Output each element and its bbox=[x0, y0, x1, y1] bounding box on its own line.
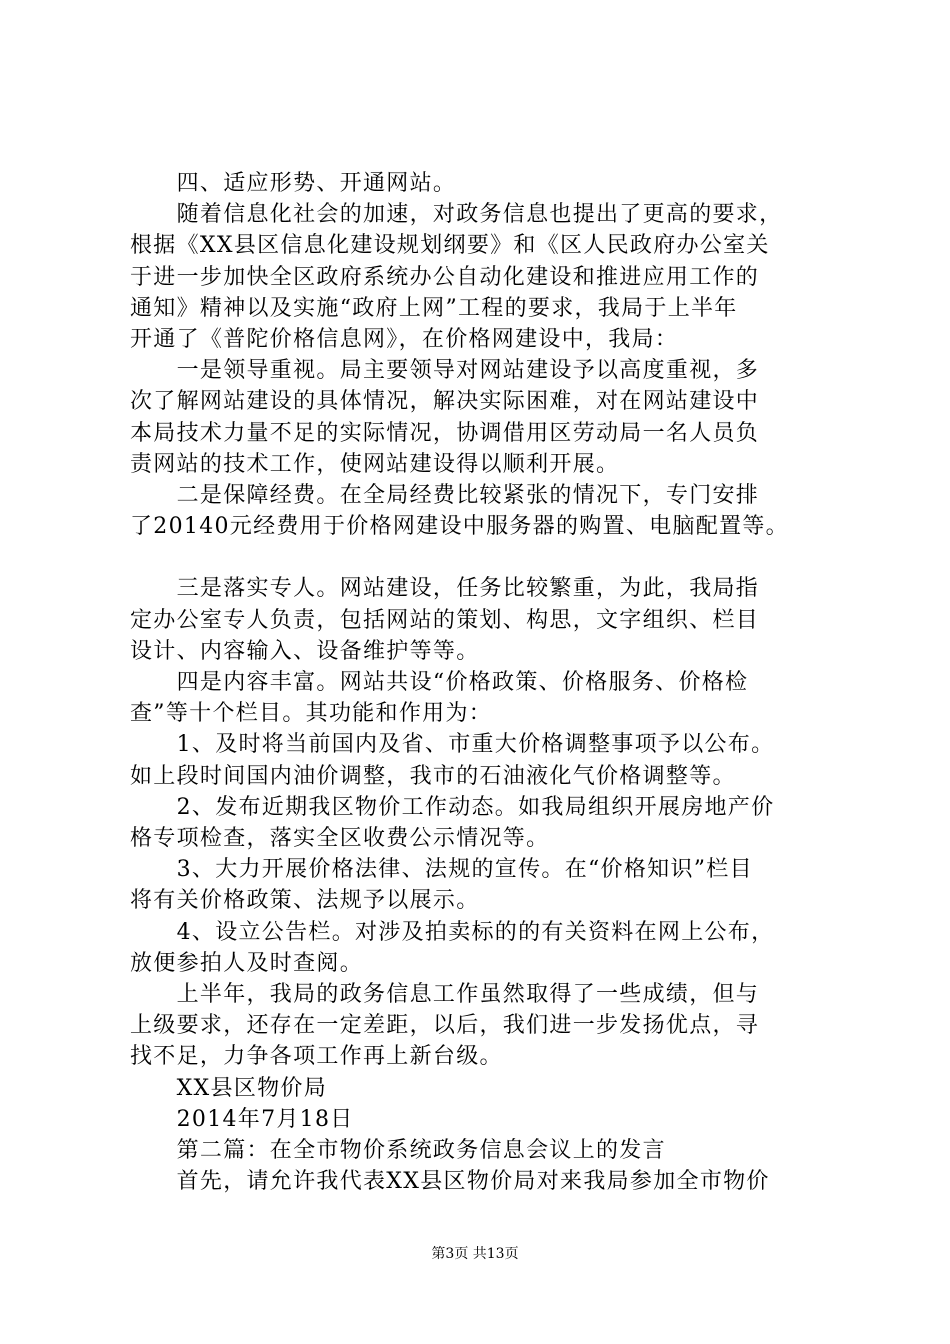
section-heading: 四、适应形势、开通网站。 bbox=[130, 171, 457, 196]
list-item: 4、设立公告栏。对涉及拍卖标的的有关资料在网上公布， 放便参拍人及时查阅。 bbox=[130, 919, 775, 976]
list-item: 3、大力开展价格法律、法规的宣传。在“价格知识”栏目 将有关价格政策、法规予以展示。 bbox=[130, 857, 753, 914]
paragraph: 一是领导重视。局主要领导对网站建设予以高度重视，多 次了解网站建设的具体情况，解决实际困难，对在网站建设中 本局技术力量不足的实际情况，协调借用区劳动局一名人员负 责网站的技术工作，使网站建设得以顺利开展。 bbox=[130, 358, 760, 477]
section-title: 第二篇：在全市物价系统政务信息会议上的发言 bbox=[130, 1138, 666, 1164]
paragraph: 四是内容丰富。网站共设“价格政策、价格服务、价格检 查”等十个栏目。其功能和作用为： bbox=[130, 670, 749, 727]
paragraph: 上半年，我局的政务信息工作虽然取得了一些成绩，但与 上级要求，还存在一定差距，以后，我们进一步发扬优点，寻 找不足，力争各项工作再上新台级。 bbox=[130, 982, 760, 1070]
paragraph: 二是保障经费。在全局经费比较紧张的情况下，专门安排 了20140元经费用于价格网建设中服务器的购置、电脑配置等。 bbox=[130, 483, 789, 540]
signature-organization: XX县区物价局 bbox=[130, 1075, 328, 1101]
list-item: 2、发布近期我区物价工作动态。如我局组织开展房地产价 格专项检查，落实全区收费公示情况等。 bbox=[130, 794, 775, 852]
paragraph: 首先，请允许我代表XX县区物价局对来我局参加全市物价 bbox=[130, 1169, 770, 1195]
document-body bbox=[130, 168, 838, 1198]
list-item: 1、及时将当前国内及省、市重大价格调整事项予以公布。 如上段时间国内油价调整，我市的石油液化气价格调整等。 bbox=[130, 732, 775, 789]
signature-date: 2014年7月18日 bbox=[130, 1106, 354, 1132]
paragraph: 随着信息化社会的加速，对政务信息也提出了更高的要求， 根据《XX县区信息化建设规划纲要》和《区人民政府办公室关 于进一步加快全区政府系统办公自动化建设和推进应用工作的 通知》精神以及实施“政府上网”工程的要求，我局于上半年 开通了《普陀价格信息网》，在价格网建设中，我局： bbox=[130, 202, 783, 353]
paragraph: 三是落实专人。网站建设，任务比较繁重，为此，我局指 定办公室专人负责，包括网站的策划、构思，文字组织、栏目 设计、内容输入、设备维护等等。 bbox=[130, 576, 760, 664]
page-number-footer: 第3页 共13页 bbox=[431, 1246, 519, 1262]
